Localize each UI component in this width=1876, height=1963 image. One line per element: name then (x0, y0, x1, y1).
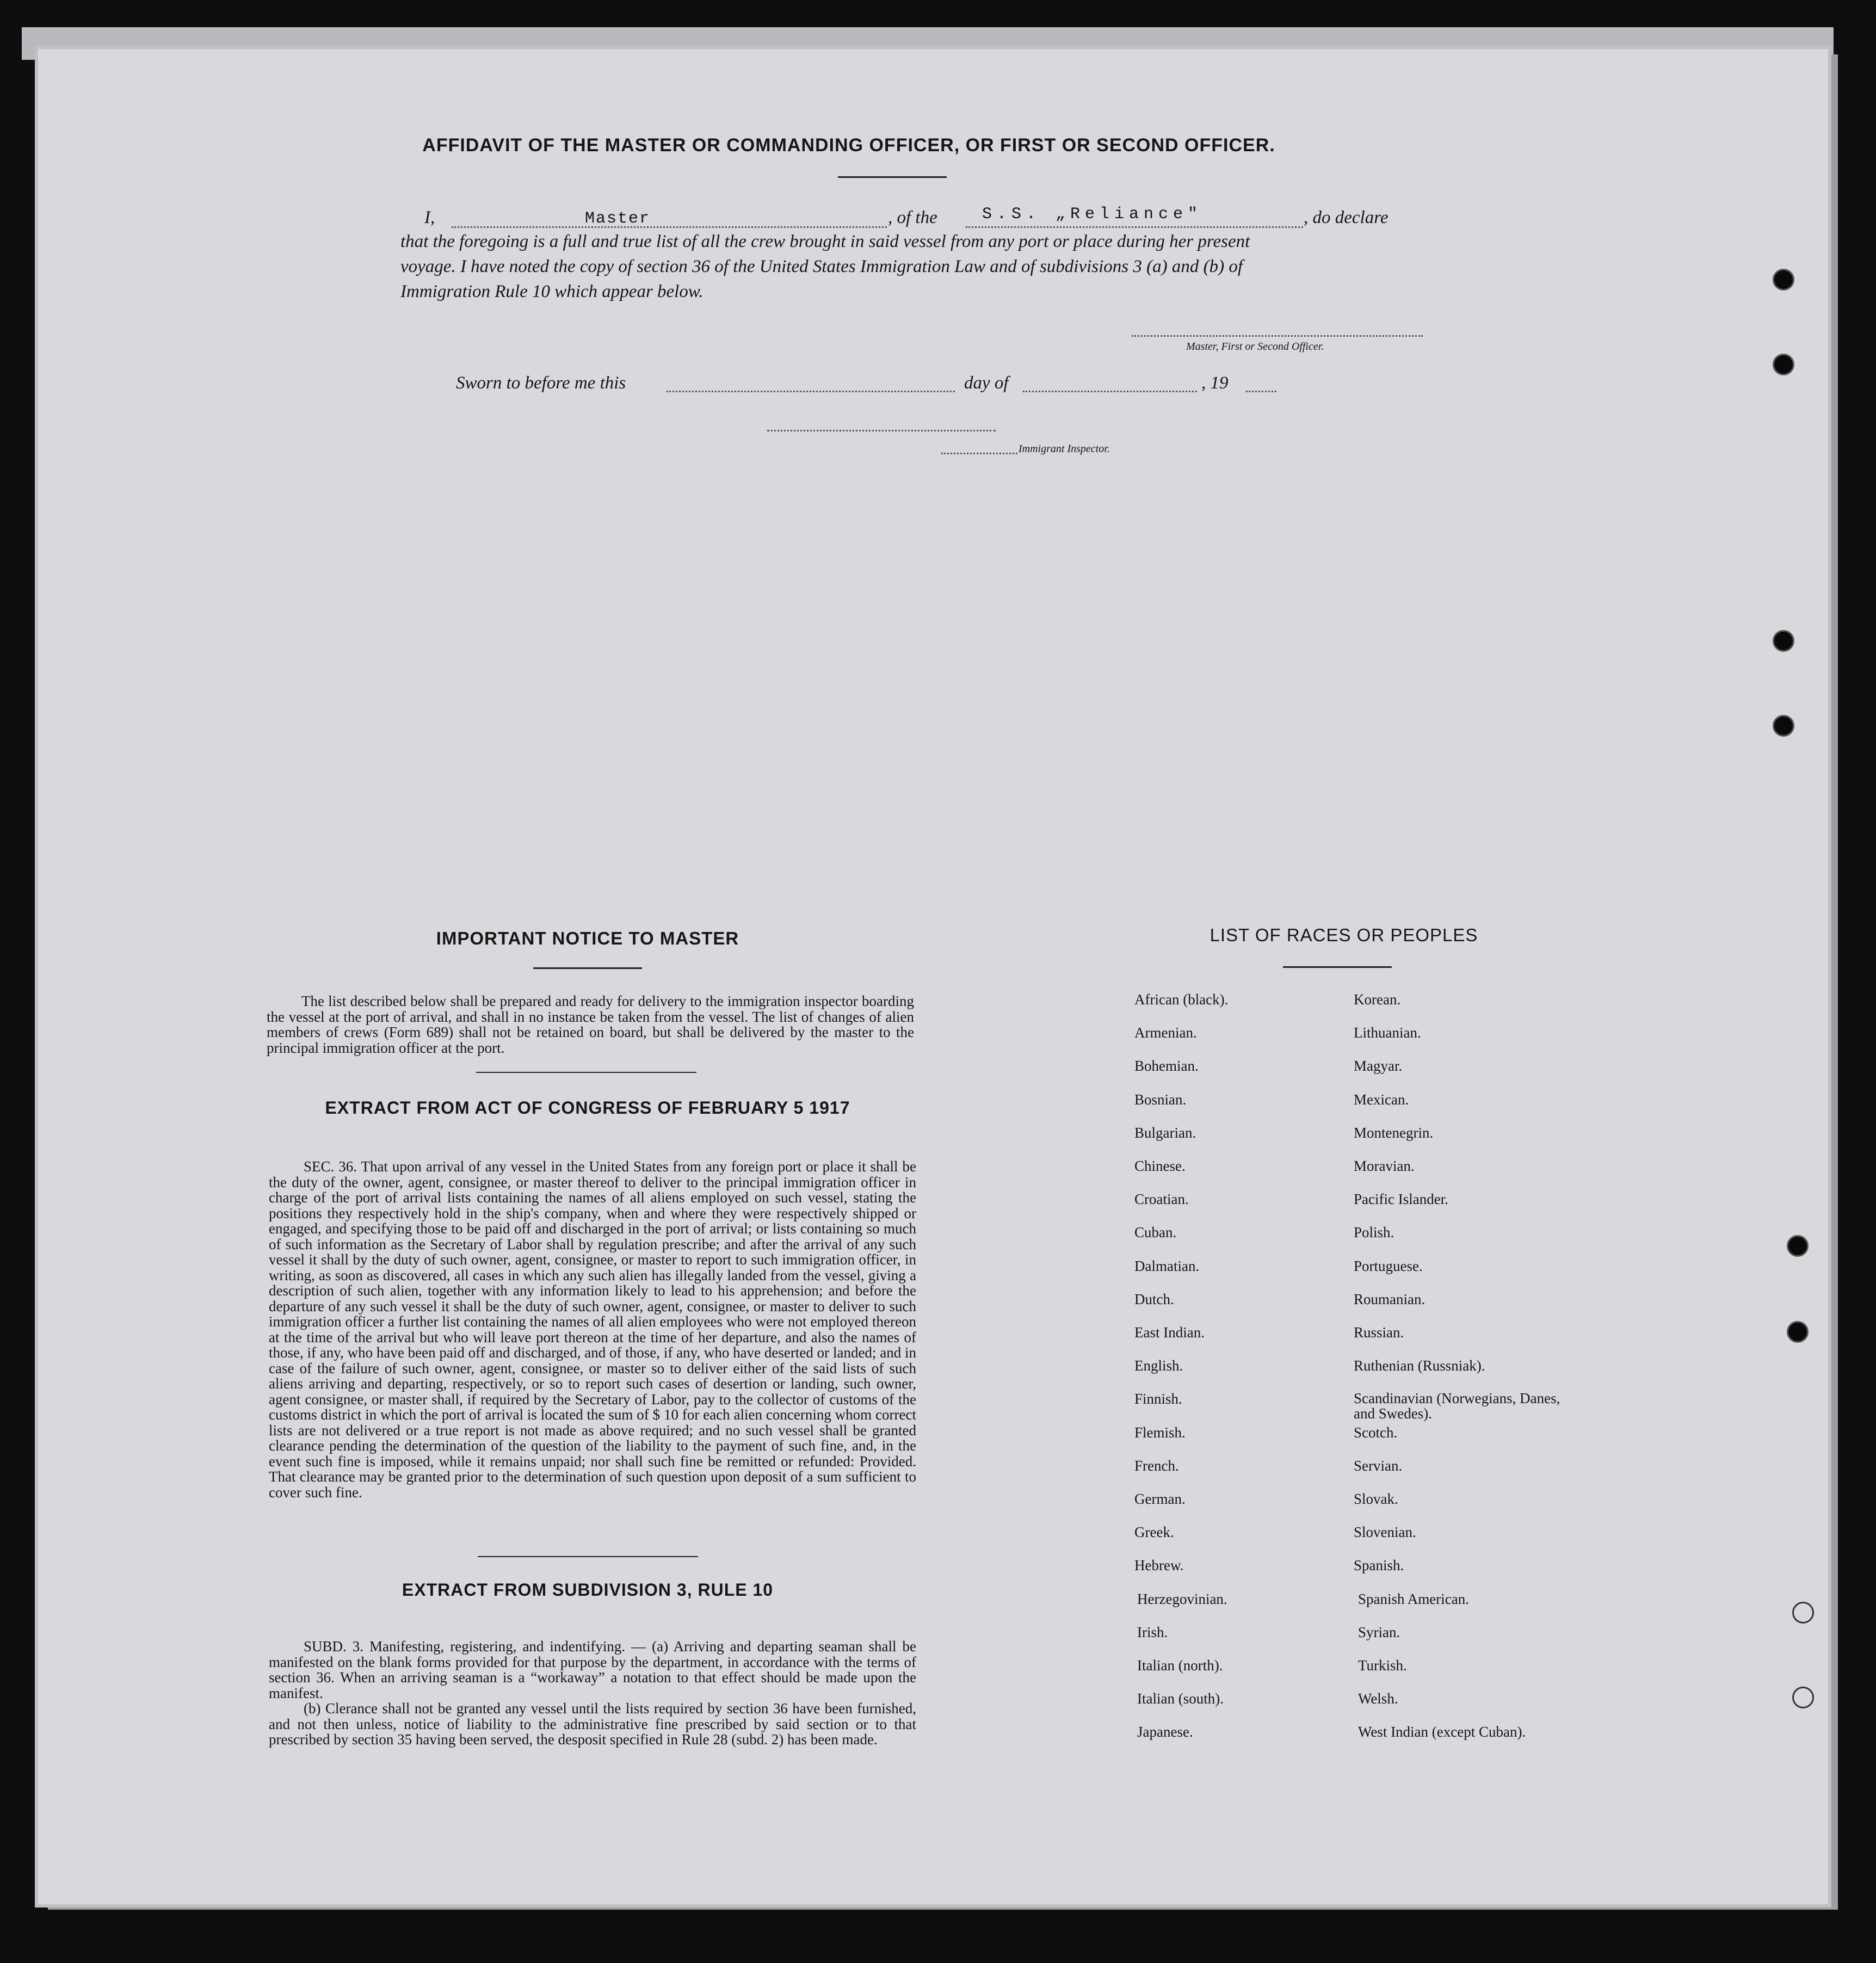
race-item: Spanish. (1354, 1557, 1404, 1574)
race-item: English. (1134, 1357, 1183, 1374)
race-item: Scandinavian (Norwegians, Danes, and Swedes). (1354, 1390, 1560, 1422)
race-item: Greek. (1134, 1524, 1174, 1541)
race-item: African (black). (1134, 991, 1229, 1008)
extract-rule-title: EXTRACT FROM SUBDIVISION 3, RULE 10 (402, 1580, 774, 1600)
race-item: East Indian. (1134, 1324, 1205, 1341)
affidavit-of-the: , of the (888, 208, 937, 227)
sworn-day-line[interactable] (667, 391, 955, 392)
subd-3b-paragraph: (b) Clerance shall not be granted any vessel until the lists required by section 36 have been furnished, and not then unless, notice of liability to the administrative fine prescribed by said section or to that prescribed by section 35 having been served, the desposit specified in Rule 28 (subd. 2) has been made. (269, 1700, 916, 1748)
race-item: Japanese. (1137, 1724, 1193, 1740)
race-item: Russian. (1354, 1324, 1404, 1341)
binder-hole (1792, 1687, 1814, 1708)
binder-hole (1773, 269, 1794, 291)
race-item: Mexican. (1354, 1091, 1409, 1108)
rank-value: Master (585, 209, 651, 228)
signature-caption: Master, First or Second Officer. (1186, 341, 1324, 353)
rank-line (452, 226, 887, 228)
race-item: Polish. (1354, 1224, 1394, 1241)
race-item: Bulgarian. (1134, 1124, 1196, 1141)
race-item: Herzegovinian. (1137, 1590, 1227, 1607)
race-item: Slovak. (1354, 1491, 1398, 1507)
race-item: Irish. (1137, 1624, 1168, 1640)
affidavit-declare: , do declare (1304, 208, 1389, 227)
sec-36-paragraph: SEC. 36. That upon arrival of any vessel in the United States from any foreign port or place it shall be the duty of the owner, agent, consignee, or master thereof to deliver to the principal immigration officer in charge of the port of arrival lists containing the names of all aliens employed on such vessel, stating the positions they respectively hold in the ship's company, when and where they were respectively shipped or engaged, and specifying those to be paid off and discharged in the port of arrival; or lists containing so much of such information as the Secretary of Labor shall by regulation prescribe; and after the arrival of any such vessel it shall by the duty of such owner, agent, consignee, or master to report to such immigration officer, in writing, as soon as discovered, all cases in which any such alien has illegally landed from the vessel, giving a description of such alien, together with any information likely to lead to his apprehension; and before the departure of any such vessel it shall be the duty of such owner, agent, consignee, or master to deliver to such immigration officer a further list containing the names of all alien employees who were not employed thereon at the time of the arrival but who will leave port thereon at the time of her departure, and also the names of those, if any, who have been paid off and discharged, and of those, if any, who have deserted or landed; and in case of the failure of such owner, agent, consignee, or master so to deliver either of the said lists of such aliens arriving and departing, respectively, or so to report such cases of desertion or landing, such owner, agent consignee, or master shall, if required by the Secretary of Labor, pay to the collector of customs of the customs district in which the port of arrival is located the sum of $ 10 for each alien concerning whom correct lists are not delivered or a true report is not made as above required; and no such vessel shall be granted clearance pending the determination of the question of the liability to the payment of such fine, and, in the event such fine is imposed, while it remains unpaid; nor shall such fine be remitted or refunded: Provided. That clearance may be granted prior to the determination of such question upon deposit of a sum sufficient to cover such fine. (269, 1158, 916, 1501)
race-item: French. (1134, 1457, 1179, 1474)
race-item: Turkish. (1358, 1657, 1407, 1674)
race-item: Finnish. (1134, 1391, 1182, 1408)
binder-hole (1787, 1321, 1809, 1343)
extract-act-title: EXTRACT FROM ACT OF CONGRESS OF FEBRUARY 5 1917 (325, 1098, 850, 1118)
extract-divider (478, 1556, 698, 1557)
race-item: Bosnian. (1134, 1091, 1187, 1108)
binder-hole (1792, 1602, 1814, 1624)
extract-act-body (269, 1159, 916, 1500)
race-item: Dutch. (1134, 1291, 1174, 1307)
race-item: Welsh. (1358, 1690, 1398, 1707)
inspector-caption: Immigrant Inspector. (1019, 443, 1110, 455)
races-rule (1283, 966, 1392, 968)
affidavit-title: AFFIDAVIT OF THE MASTER OR COMMANDING OFFICER, OR FIRST OR SECOND OFFICER. (422, 135, 1275, 156)
affidavit-line-4: Immigration Rule 10 which appear below. (400, 282, 704, 301)
race-item: Syrian. (1358, 1624, 1400, 1640)
title-rule (838, 176, 947, 178)
race-item: Croatian. (1134, 1191, 1189, 1208)
sworn-year-line[interactable] (1246, 391, 1276, 392)
inspector-line[interactable] (941, 453, 1017, 454)
race-item: Roumanian. (1354, 1291, 1425, 1307)
binder-hole (1773, 354, 1794, 375)
notice-rule (533, 967, 642, 969)
race-item: Lithuanian. (1354, 1024, 1421, 1041)
race-item: Ruthenian (Russniak). (1354, 1357, 1485, 1374)
sworn-prefix: Sworn to before me this (456, 373, 626, 393)
race-item: Montenegrin. (1354, 1124, 1434, 1141)
race-item: Scotch. (1354, 1424, 1398, 1441)
form-page (38, 49, 1828, 1904)
race-item: Korean. (1354, 991, 1401, 1008)
notice-divider (476, 1072, 696, 1073)
race-item: Moravian. (1354, 1158, 1415, 1174)
races-title: LIST OF RACES OR PEOPLES (1209, 925, 1478, 945)
affidavit-line-2: that the foregoing is a full and true list of all the crew brought in said vessel from any port or place during her present (400, 232, 1250, 251)
race-item: German. (1134, 1491, 1186, 1507)
sworn-year: , 19 (1201, 373, 1229, 393)
affidavit-line-3: voyage. I have noted the copy of section 36 of the United States Immigration Law and of subdivisions 3 (a) and (b) of (400, 257, 1243, 276)
race-item: Pacific Islander. (1354, 1191, 1448, 1208)
race-item: Bohemian. (1134, 1058, 1199, 1075)
notice-title: IMPORTANT NOTICE TO MASTER (436, 928, 739, 948)
notice-body (267, 993, 914, 1055)
binder-hole (1787, 1235, 1809, 1257)
vessel-name: S.S. „Reliance" (982, 205, 1203, 224)
race-item: Armenian. (1134, 1024, 1197, 1041)
race-item: Slovenian. (1354, 1524, 1416, 1541)
race-item: Spanish American. (1358, 1590, 1469, 1607)
race-item: Chinese. (1134, 1158, 1186, 1174)
sworn-month-line[interactable] (1023, 391, 1197, 392)
race-item: Flemish. (1134, 1424, 1186, 1441)
notice-paragraph: The list described below shall be prepared and ready for delivery to the immigration inspector boarding the vessel at the port of arrival, and shall in no instance be taken from the vessel. The list of changes of alien members of crews (Form 689) shall not be retained on board, but shall be delivered by the master to the principal immigration officer at the port. (267, 993, 914, 1056)
race-item: West Indian (except Cuban). (1358, 1724, 1526, 1740)
inspector-line-upper (767, 430, 996, 431)
race-item: Hebrew. (1134, 1557, 1184, 1574)
extract-rule-body (269, 1639, 916, 1748)
race-item: Dalmatian. (1134, 1257, 1200, 1274)
race-item: Italian (south). (1137, 1690, 1224, 1707)
race-item: Servian. (1354, 1457, 1403, 1474)
vessel-line (966, 226, 1303, 228)
affidavit-i: I, (424, 208, 435, 227)
sworn-day-of: day of (964, 373, 1009, 393)
binder-hole (1773, 630, 1794, 652)
binder-hole (1773, 715, 1794, 737)
race-item: Italian (north). (1137, 1657, 1223, 1674)
subd-3a-paragraph: SUBD. 3. Manifesting, registering, and indentifying. — (a) Arriving and departing seaman shall be manifested on the blank forms provided for that purpose by the department, in accordance with the terms of section 36. When an arriving seaman is a “workaway” a notation to that effect should be made upon the manifest. (269, 1638, 916, 1701)
signature-line[interactable] (1132, 335, 1423, 337)
race-item: Portuguese. (1354, 1257, 1423, 1274)
race-item: Magyar. (1354, 1058, 1403, 1075)
race-item: Cuban. (1134, 1224, 1177, 1241)
